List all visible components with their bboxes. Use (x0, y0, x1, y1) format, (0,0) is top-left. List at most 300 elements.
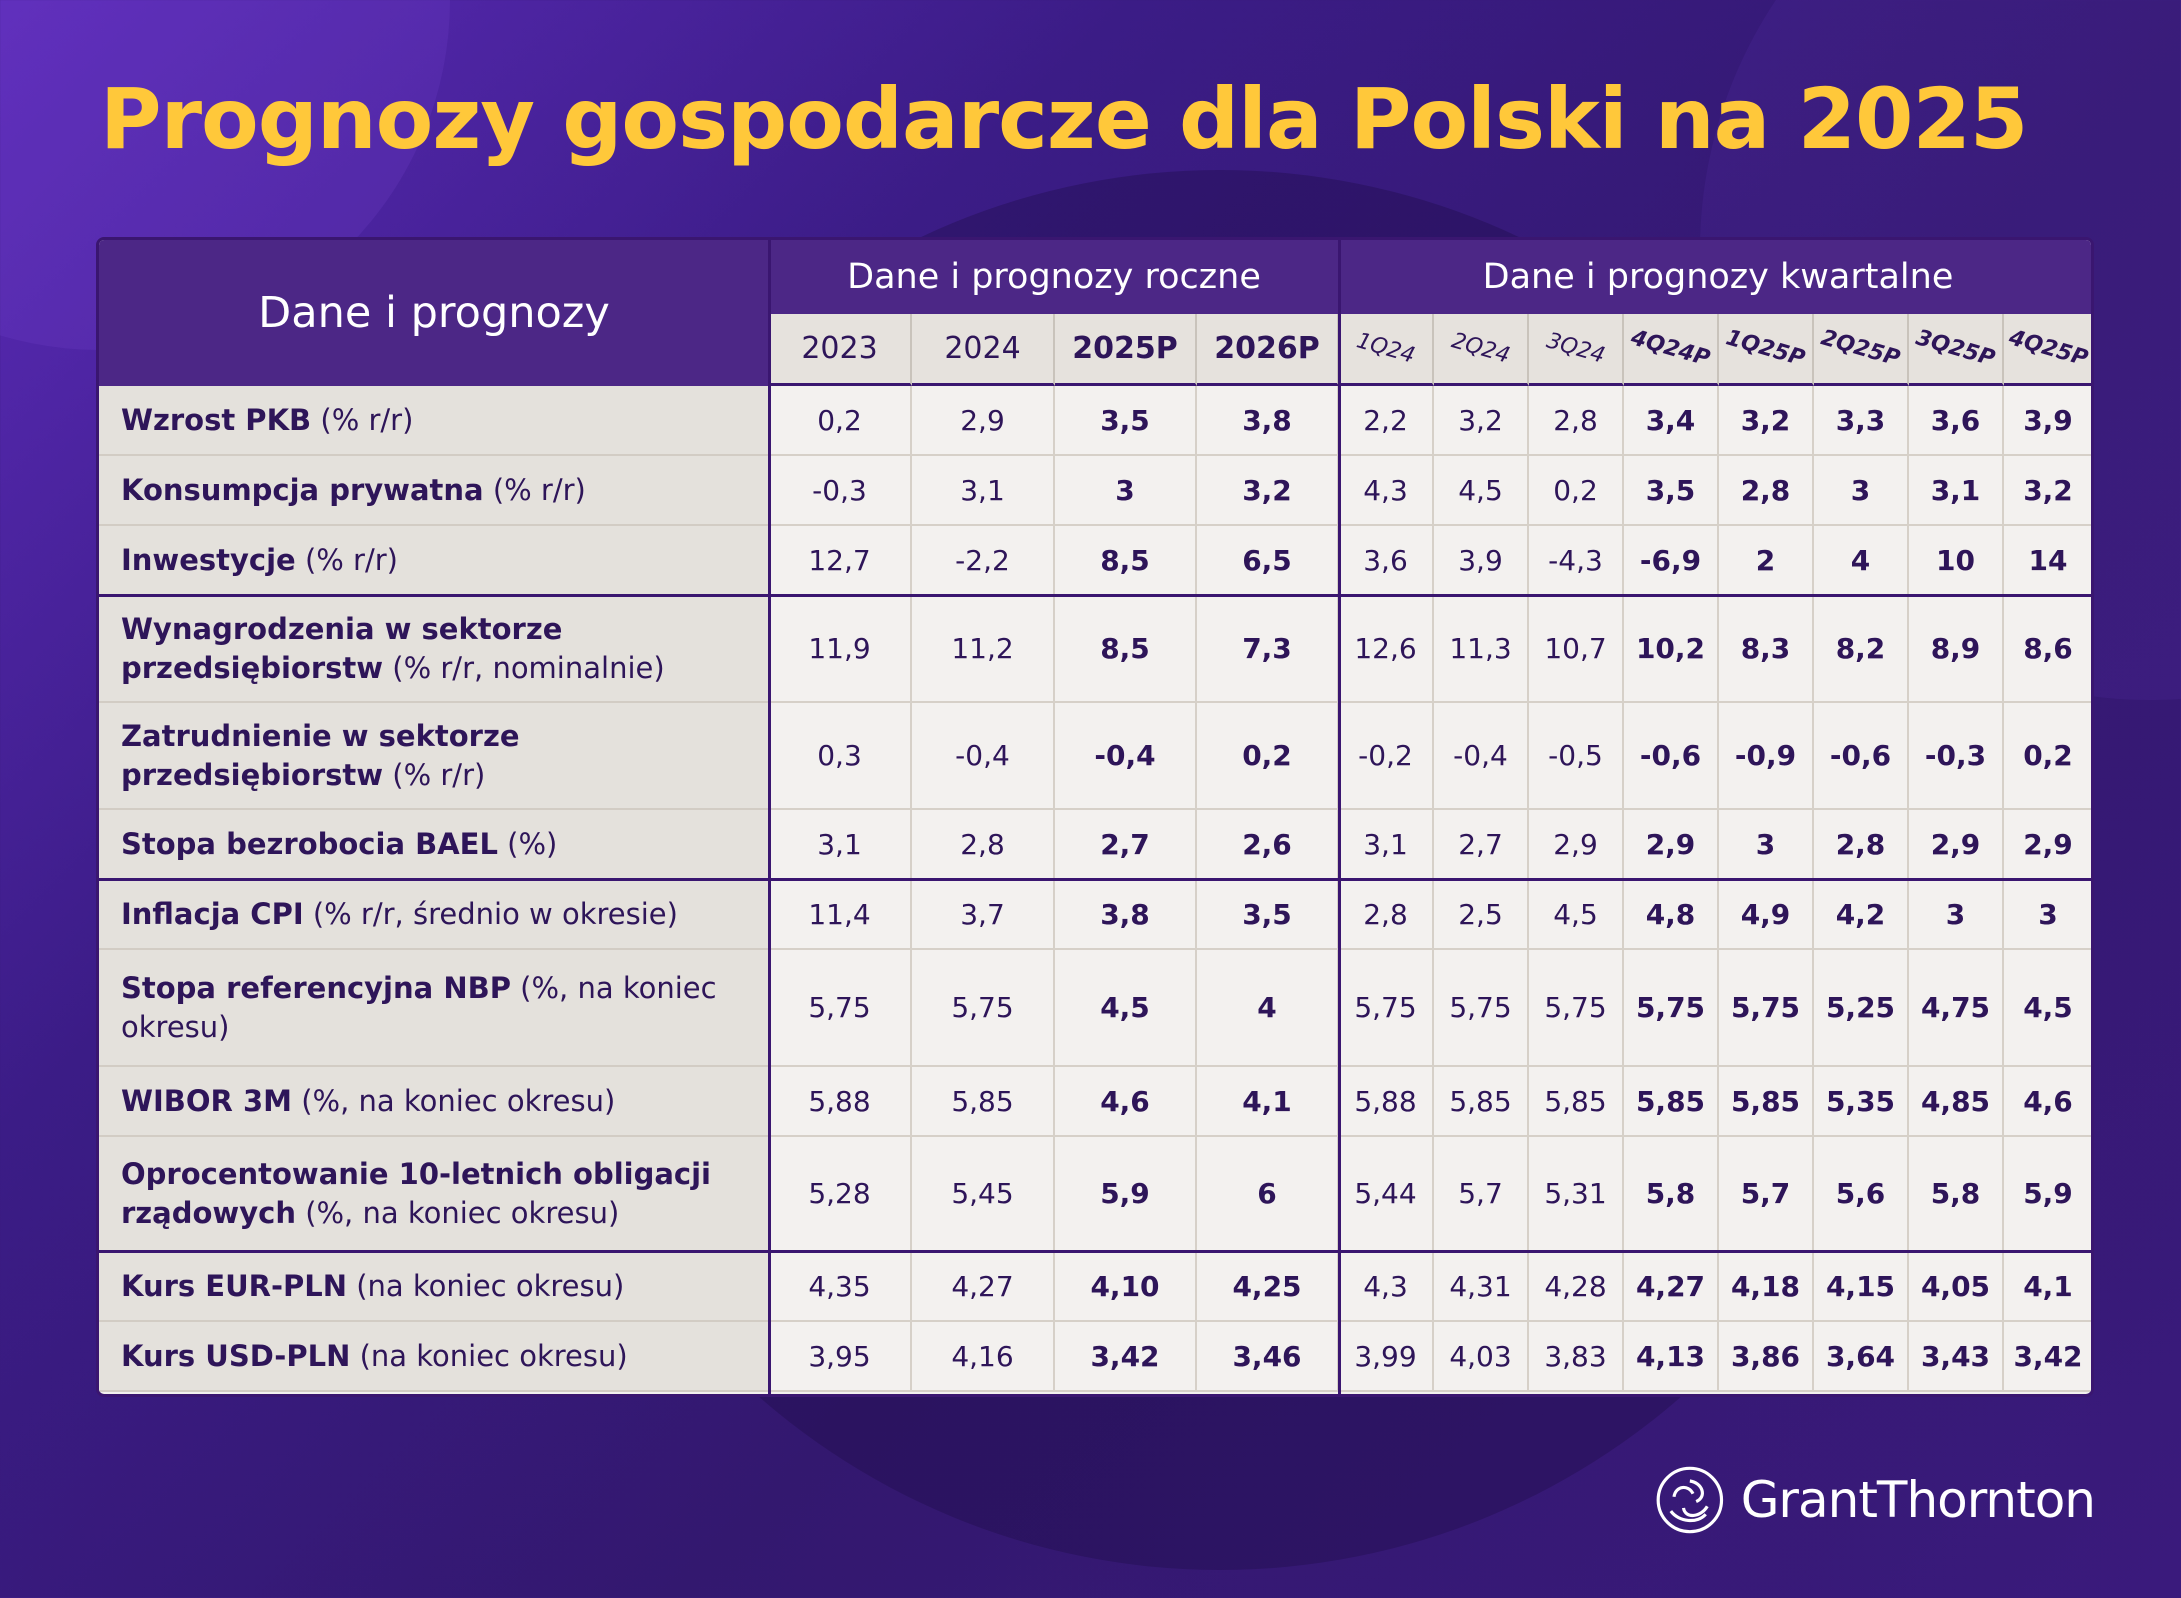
cell-value: 5,85 (951, 1084, 1014, 1118)
cell-value: 7,3 (1242, 632, 1292, 665)
table-cell (1197, 1137, 1339, 1252)
row-unit: (%) (507, 826, 558, 861)
table-cell (1909, 456, 2004, 526)
table-cell (1719, 596, 1814, 703)
table-cell (1197, 1322, 1339, 1392)
group-divider (1338, 240, 1341, 1394)
cell-value: 5,75 (951, 991, 1014, 1024)
table-cell (912, 1067, 1055, 1137)
cell-value: 3,83 (1544, 1339, 1607, 1373)
column-header-quarterly (1529, 314, 1624, 386)
row-name: Kurs USD-PLN (121, 1338, 351, 1373)
table-cell (1055, 456, 1197, 526)
row-label-text (121, 1267, 624, 1306)
cell-value: 4,25 (1232, 1269, 1302, 1303)
section-divider (99, 878, 2091, 881)
table-cell (1339, 526, 1434, 596)
cell-value: 2,2 (1363, 403, 1408, 437)
cell-value: 5,8 (1930, 1177, 1981, 1210)
grant-thornton-swirl-icon (1655, 1456, 1725, 1544)
cell-value: 4,85 (1920, 1084, 1991, 1118)
cell-value: 10,7 (1544, 632, 1607, 665)
table-cell (1434, 810, 1529, 880)
row-name: Inflacja CPI (121, 896, 304, 931)
table-cell (1339, 1137, 1434, 1252)
table-cell (1719, 386, 1814, 456)
table-cell (1624, 526, 1719, 596)
cell-value: 4,6 (1100, 1084, 1150, 1118)
table-cell (1624, 880, 1719, 950)
column-header-label: 1Q25P (1723, 325, 1808, 372)
cell-value: 10 (1936, 543, 1975, 577)
table-cell (1624, 703, 1719, 810)
table-cell (1529, 526, 1624, 596)
cell-value: 4,5 (1553, 897, 1598, 931)
table-cell (1055, 810, 1197, 880)
row-unit: (%, na koniec okresu) (305, 1195, 620, 1230)
table-cell (1339, 386, 1434, 456)
cell-value: 12,7 (808, 543, 871, 577)
table-cell (1529, 456, 1624, 526)
cell-value: 3 (1115, 473, 1135, 507)
cell-value: 3 (1945, 897, 1966, 931)
table-row-label (99, 810, 769, 880)
table-cell (1339, 1252, 1434, 1322)
table-cell (1434, 703, 1529, 810)
table-cell (1624, 1137, 1719, 1252)
row-name: Wzrost PKB (121, 402, 312, 437)
header-annual-group (769, 240, 1339, 314)
table-cell (1197, 456, 1339, 526)
cell-value: 2,7 (1100, 827, 1150, 861)
cell-value: 3,2 (2023, 473, 2073, 507)
table-cell (1197, 526, 1339, 596)
cell-value: 0,2 (1242, 739, 1292, 772)
table-cell (1719, 456, 1814, 526)
column-header-annual (769, 314, 912, 386)
table-cell (1434, 526, 1529, 596)
cell-value: 3,5 (1645, 473, 1696, 507)
cell-value: 3,86 (1730, 1339, 1801, 1373)
table-cell (1624, 1322, 1719, 1392)
table-cell (1055, 596, 1197, 703)
cell-value: 5,85 (1635, 1084, 1706, 1118)
section-divider (99, 1250, 2091, 1253)
column-header-quarterly (2004, 314, 2094, 386)
table-cell (1719, 950, 1814, 1067)
cell-value: 3,5 (1100, 403, 1150, 437)
cell-value: -6,9 (1639, 543, 1702, 577)
table-row-label (99, 703, 769, 810)
cell-value: 3,4 (1645, 403, 1696, 437)
cell-value: 3,6 (1363, 543, 1408, 577)
row-name: Zatrudnienie w sektorze przedsiębiorstw (121, 718, 520, 792)
row-unit: (% r/r) (392, 757, 486, 792)
table-cell (912, 880, 1055, 950)
table-row-label (99, 526, 769, 596)
table-cell (912, 526, 1055, 596)
table-cell (1055, 950, 1197, 1067)
row-unit: (na koniec okresu) (359, 1338, 628, 1373)
cell-value: 3,99 (1354, 1339, 1417, 1373)
row-name: Wynagrodzenia w sektorze przedsiębiorstw (121, 611, 563, 685)
table-cell (1529, 1322, 1624, 1392)
cell-value: 0,2 (817, 403, 862, 437)
cell-value: -0,2 (1358, 739, 1413, 772)
cell-value: 0,2 (1553, 473, 1598, 507)
grant-thornton-logo (1655, 1455, 2095, 1545)
table-cell (1339, 810, 1434, 880)
cell-value: 4,10 (1090, 1269, 1160, 1303)
table-cell (1814, 880, 1909, 950)
column-header-label: 2024 (944, 331, 1021, 366)
row-name: WIBOR 3M (121, 1083, 292, 1118)
table-cell (2004, 950, 2094, 1067)
table-cell (1909, 880, 2004, 950)
table-cell (1055, 526, 1197, 596)
table-cell (1055, 1322, 1197, 1392)
cell-value: 5,9 (1100, 1177, 1150, 1210)
table-cell (912, 456, 1055, 526)
cell-value: 3,46 (1232, 1339, 1302, 1373)
table-cell (1909, 1067, 2004, 1137)
table-cell (2004, 880, 2094, 950)
cell-value: 2,6 (1242, 827, 1292, 861)
cell-value: 11,2 (951, 632, 1014, 665)
cell-value: 4,2 (1835, 897, 1886, 931)
table-cell (1624, 1067, 1719, 1137)
table-cell (1197, 596, 1339, 703)
table-cell (1339, 596, 1434, 703)
table-cell (1197, 703, 1339, 810)
column-header-label: 3Q24 (1543, 328, 1608, 369)
page-title: Prognozy gospodarcze dla Polski na 2025 (100, 70, 2028, 168)
row-unit: (% r/r) (304, 542, 398, 577)
column-header-label: 2Q25P (1818, 325, 1903, 372)
cell-value: 5,75 (1730, 991, 1801, 1024)
table-cell (1814, 810, 1909, 880)
column-header-quarterly (1434, 314, 1529, 386)
cell-value: -0,3 (812, 473, 867, 507)
cell-value: 5,75 (1449, 991, 1512, 1024)
cell-value: 0,3 (817, 739, 862, 772)
table-cell (769, 1322, 912, 1392)
cell-value: 5,88 (808, 1084, 871, 1118)
table-row-label (99, 596, 769, 703)
cell-value: 4,5 (1458, 473, 1503, 507)
table-cell (1814, 596, 1909, 703)
cell-value: 14 (2028, 543, 2068, 577)
cell-value: 4,27 (951, 1269, 1014, 1303)
table-cell (1197, 880, 1339, 950)
cell-value: 2,5 (1458, 897, 1503, 931)
row-label-text (121, 1337, 628, 1376)
table-cell (1814, 1137, 1909, 1252)
cell-value: 2,9 (1930, 827, 1981, 861)
cell-value: 4,05 (1920, 1269, 1991, 1303)
table-cell (2004, 1322, 2094, 1392)
cell-value: -2,2 (955, 543, 1010, 577)
table-cell (1339, 456, 1434, 526)
cell-value: 2,8 (1835, 827, 1886, 861)
table-cell (1339, 880, 1434, 950)
cell-value: 4,27 (1635, 1269, 1706, 1303)
table-cell (1529, 810, 1624, 880)
cell-value: 5,85 (1730, 1084, 1801, 1118)
group-divider (768, 240, 771, 1394)
table-cell (2004, 456, 2094, 526)
cell-value: 11,9 (808, 632, 871, 665)
table-cell (1197, 1067, 1339, 1137)
row-label-text (121, 471, 586, 510)
column-header-quarterly (1909, 314, 2004, 386)
table-cell (1529, 386, 1624, 456)
table-cell (1339, 703, 1434, 810)
column-header-label: 2Q24 (1448, 328, 1513, 369)
row-label-text (121, 1155, 761, 1233)
cell-value: 3,2 (1458, 403, 1503, 437)
cell-value: 8,5 (1100, 632, 1150, 665)
cell-value: -0,5 (1548, 739, 1603, 772)
table-cell (769, 596, 912, 703)
table-cell (2004, 526, 2094, 596)
table-cell (1909, 1137, 2004, 1252)
table-cell (1909, 1322, 2004, 1392)
row-label-text (121, 969, 761, 1047)
row-unit: (%, na koniec okresu) (301, 1083, 616, 1118)
cell-value: 5,9 (2023, 1177, 2073, 1210)
cell-value: 4,1 (2023, 1269, 2073, 1303)
cell-value: 0,2 (2023, 739, 2073, 772)
table-cell (1197, 950, 1339, 1067)
cell-value: 4 (1257, 991, 1277, 1024)
table-cell (769, 526, 912, 596)
cell-value: 5,6 (1835, 1177, 1886, 1210)
table-cell (1719, 526, 1814, 596)
table-cell (1719, 810, 1814, 880)
cell-value: 4,31 (1449, 1269, 1512, 1303)
cell-value: 3,8 (1100, 897, 1150, 931)
cell-value: 4,16 (951, 1339, 1014, 1373)
row-name: Inwestycje (121, 542, 296, 577)
cell-value: 5,25 (1825, 991, 1896, 1024)
cell-value: 4,8 (1645, 897, 1696, 931)
column-header-label: 2023 (801, 331, 878, 366)
cell-value: 4,1 (1242, 1084, 1292, 1118)
table-cell (1339, 1067, 1434, 1137)
table-cell (1814, 1067, 1909, 1137)
table-cell (1814, 456, 1909, 526)
cell-value: 3,43 (1920, 1339, 1991, 1373)
table-cell (1055, 703, 1197, 810)
table-row-label (99, 1322, 769, 1392)
table-cell (769, 1067, 912, 1137)
row-label-text (121, 401, 413, 440)
row-label-text (121, 895, 678, 934)
cell-value: 5,31 (1544, 1177, 1607, 1210)
cell-value: 5,35 (1825, 1084, 1896, 1118)
row-label-text (121, 610, 761, 688)
table-cell (1197, 810, 1339, 880)
table-cell (2004, 386, 2094, 456)
cell-value: 8,5 (1100, 543, 1150, 577)
table-cell (1719, 1322, 1814, 1392)
table-cell (1624, 596, 1719, 703)
cell-value: 3,42 (2013, 1339, 2083, 1373)
column-header-label: 4Q25P (2005, 325, 2091, 372)
table-cell (1909, 703, 2004, 810)
table-cell (769, 1252, 912, 1322)
header-quarterly-label: Dane i prognozy kwartalne (1482, 257, 1954, 297)
cell-value: 5,75 (1635, 991, 1706, 1024)
cell-value: 2,8 (1363, 897, 1408, 931)
cell-value: 4,15 (1825, 1269, 1896, 1303)
table-cell (1719, 703, 1814, 810)
cell-value: 4,18 (1730, 1269, 1801, 1303)
table-cell (769, 456, 912, 526)
table-cell (2004, 1067, 2094, 1137)
column-header-quarterly (1719, 314, 1814, 386)
cell-value: 2 (1755, 543, 1776, 577)
cell-value: 5,75 (1544, 991, 1607, 1024)
cell-value: 11,4 (808, 897, 871, 931)
table-cell (1197, 1252, 1339, 1322)
cell-value: 3,95 (808, 1339, 871, 1373)
table-cell (1339, 1322, 1434, 1392)
table-cell (1909, 386, 2004, 456)
cell-value: 11,3 (1449, 632, 1512, 665)
cell-value: 4,6 (2023, 1084, 2073, 1118)
cell-value: -0,4 (955, 739, 1010, 772)
cell-value: -0,6 (1829, 739, 1892, 772)
table-cell (1529, 596, 1624, 703)
row-name: Stopa bezrobocia BAEL (121, 826, 498, 861)
row-label-text (121, 825, 557, 864)
table-cell (1624, 950, 1719, 1067)
cell-value: 2,8 (960, 827, 1005, 861)
cell-value: 4,9 (1740, 897, 1791, 931)
table-cell (1814, 703, 1909, 810)
cell-value: 3,1 (817, 827, 862, 861)
table-cell (912, 950, 1055, 1067)
cell-value: 2,9 (1645, 827, 1696, 861)
table-cell (1529, 950, 1624, 1067)
forecast-table (96, 237, 2094, 1397)
section-divider (99, 594, 2091, 597)
table-cell (1529, 880, 1624, 950)
cell-value: 3,9 (2023, 403, 2073, 437)
table-row-label (99, 456, 769, 526)
cell-value: 5,44 (1354, 1177, 1417, 1210)
cell-value: 8,3 (1740, 632, 1791, 665)
cell-value: 8,6 (2023, 632, 2073, 665)
cell-value: 2,9 (960, 403, 1005, 437)
cell-value: 5,7 (1458, 1177, 1503, 1210)
table-cell (1909, 526, 2004, 596)
cell-value: 2,9 (1553, 827, 1598, 861)
table-row-label (99, 950, 769, 1067)
table-cell (1434, 1322, 1529, 1392)
cell-value: 4,5 (1100, 991, 1150, 1024)
cell-value: 5,7 (1740, 1177, 1791, 1210)
row-unit: (na koniec okresu) (356, 1268, 625, 1303)
table-cell (1055, 1137, 1197, 1252)
table-cell (769, 880, 912, 950)
table-row-label (99, 1137, 769, 1252)
cell-value: 2,8 (1740, 473, 1791, 507)
table-cell (1055, 1252, 1197, 1322)
table-cell (1434, 456, 1529, 526)
table-cell (912, 1137, 1055, 1252)
table-cell (1624, 810, 1719, 880)
column-header-label: 4Q24P (1628, 325, 1713, 372)
cell-value: 6,5 (1242, 543, 1292, 577)
row-label-text (121, 1082, 615, 1121)
column-header-quarterly (1339, 314, 1434, 386)
cell-value: 10,2 (1635, 632, 1706, 665)
cell-value: -0,9 (1734, 739, 1797, 772)
cell-value: -4,3 (1548, 543, 1603, 577)
cell-value: 4,35 (808, 1269, 871, 1303)
column-header-label: 2025P (1072, 331, 1178, 366)
table-cell (912, 1322, 1055, 1392)
table-cell (1434, 1137, 1529, 1252)
table-cell (912, 596, 1055, 703)
cell-value: 2,7 (1458, 827, 1503, 861)
table-cell (912, 810, 1055, 880)
cell-value: -0,4 (1453, 739, 1508, 772)
row-unit: (% r/r, średnio w okresie) (312, 896, 678, 931)
cell-value: 5,88 (1354, 1084, 1417, 1118)
table-cell (1909, 810, 2004, 880)
table-cell (1434, 1252, 1529, 1322)
table-cell (1434, 950, 1529, 1067)
table-cell (1434, 880, 1529, 950)
cell-value: 5,75 (808, 991, 871, 1024)
cell-value: 5,85 (1544, 1084, 1607, 1118)
row-unit: (% r/r) (492, 472, 586, 507)
cell-value: 3,8 (1242, 403, 1292, 437)
row-label-text (121, 541, 398, 580)
table-cell (1434, 596, 1529, 703)
cell-value: 3,1 (1930, 473, 1981, 507)
header-quarterly-group (1339, 240, 2094, 314)
column-header-annual (912, 314, 1055, 386)
cell-value: 3,7 (960, 897, 1005, 931)
table-cell (1055, 386, 1197, 456)
table-cell (1814, 386, 1909, 456)
table-cell (769, 386, 912, 456)
cell-value: 3 (1755, 827, 1776, 861)
table-row-label (99, 1067, 769, 1137)
header-main-label: Dane i prognozy (258, 288, 610, 338)
table-cell (1529, 1067, 1624, 1137)
table-cell (2004, 1137, 2094, 1252)
cell-value: 4,13 (1635, 1339, 1706, 1373)
table-cell (769, 950, 912, 1067)
cell-value: 4,28 (1544, 1269, 1607, 1303)
table-cell (1197, 386, 1339, 456)
column-header-label: 2026P (1214, 331, 1320, 366)
table-cell (1909, 950, 2004, 1067)
table-cell (1624, 1252, 1719, 1322)
cell-value: 3 (2038, 897, 2058, 931)
table-cell (1339, 950, 1434, 1067)
cell-value: -0,3 (1924, 739, 1987, 772)
table-cell (1719, 1067, 1814, 1137)
row-unit: (%, na koniec okresu) (121, 970, 717, 1044)
row-name: Oprocentowanie 10-letnich obligacji rządowych (121, 1156, 711, 1230)
